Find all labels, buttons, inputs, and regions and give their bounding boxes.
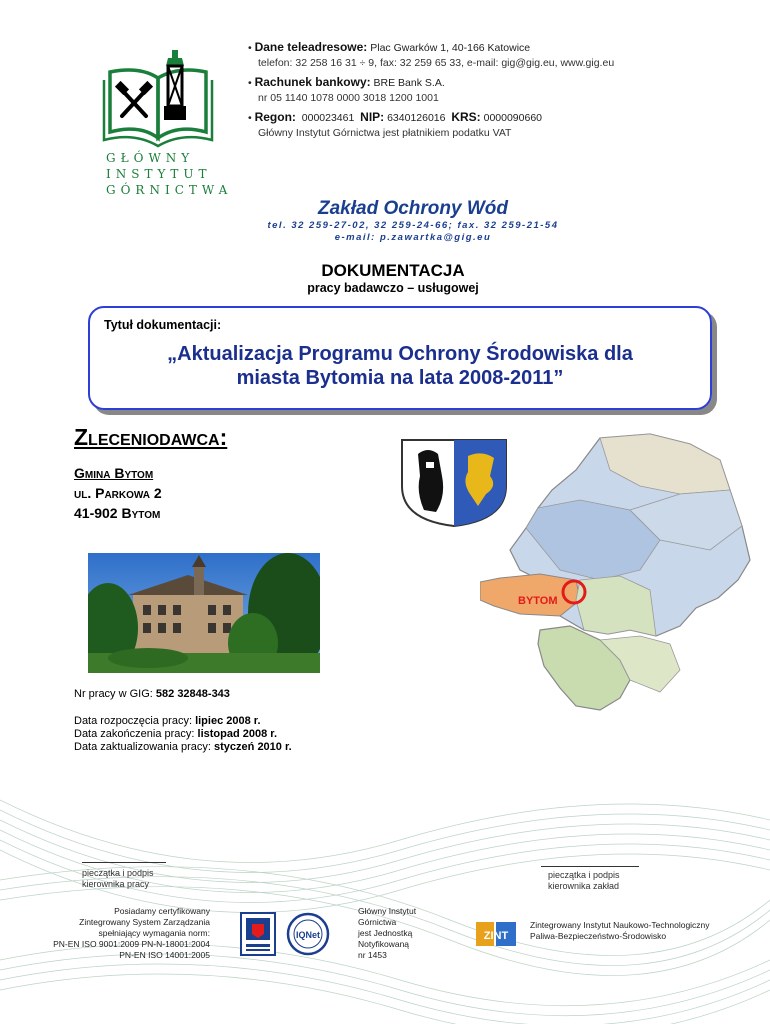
department-block: [0, 198, 770, 244]
zint-logo-icon: [474, 916, 518, 952]
iqnet-label: IQNet: [295, 930, 321, 940]
decorative-waves: [0, 780, 770, 1024]
notified-body-text: Główny Instytut Górnictwa jest Jednostką Notyfikowaną nr 1453: [358, 906, 417, 960]
zint-label: ZINT: [483, 930, 509, 942]
gig-logo: [100, 40, 220, 150]
client-name: Gmina Bytom: [74, 465, 154, 481]
voivodeship-map: [480, 430, 770, 720]
client-block: [74, 424, 227, 523]
work-update-date: Data zaktualizowania pracy: styczeń 2010 r.: [74, 741, 292, 753]
work-end-date: Data zakończenia pracy: listopad 2008 r.: [74, 728, 277, 740]
work-info: [74, 688, 292, 754]
document-subtitle: pracy badawczo – usługowej: [307, 281, 479, 295]
signature-left: pieczątka i podpis kierownika pracy: [82, 868, 154, 889]
document-title: DOKUMENTACJA: [321, 261, 465, 280]
certification-badge-icon: [240, 912, 276, 956]
title-label: Tytuł dokumentacji:: [104, 318, 222, 332]
client-city: 41-902 Bytom: [74, 505, 161, 521]
signature-right: pieczątka i podpis kierownika zakład: [548, 870, 620, 891]
iqnet-icon: [286, 912, 330, 956]
title-box: [88, 306, 712, 410]
building-photo: [88, 553, 320, 673]
contact-bank: • Rachunek bankowy: BRE Bank S.A. nr 05 1140 1078 0000 3018 1200 1001: [248, 75, 445, 104]
document-main-title: „Aktualizacja Programu Ochrony Środowiska dla miasta Bytomia na lata 2008-2011”: [167, 343, 633, 389]
institute-text: Zintegrowany Instytut Naukowo-Technologiczny Paliwa-Bezpieczeństwo-Środowisko: [530, 920, 710, 941]
document-heading: [0, 261, 770, 295]
contact-ids: • Regon: 000023461 NIP: 6340126016 KRS: 0000090660 Główny Instytut Górnictwa jest płatnikiem podatku VAT: [248, 110, 543, 139]
department-phones: tel. 32 259-27-02, 32 259-24-66; fax. 32 259-21-54: [267, 220, 559, 231]
work-start-date: Data rozpoczęcia pracy: lipiec 2008 r.: [74, 715, 261, 727]
work-number: Nr pracy w GIG: 582 32848-343: [74, 688, 230, 700]
client-heading: Zleceniodawca:: [74, 424, 228, 450]
contact-block: [248, 40, 614, 145]
department-email: e-mail: p.zawartka@gig.eu: [334, 232, 492, 243]
gig-logo-text: GŁÓWNY INSTYTUT GÓRNICTWA: [106, 151, 233, 197]
certification-text: Posiadamy certyfikowany Zintegrowany System Zarządzania spełniający wymagania norm: PN-EN ISO 9001:2009 PN-N-18001:2004 PN-EN ISO 14001:2005: [53, 906, 210, 960]
department-title: Zakład Ochrony Wód: [317, 198, 509, 219]
contact-address: • Dane teleadresowe: Plac Gwarków 1, 40-166 Katowice telefon: 32 258 16 31 ÷ 9, fax: 32 259 65 33, e-mail: gig@gig.eu, www.gig.eu: [248, 40, 615, 69]
map-label-bytom: BYTOM: [518, 595, 558, 607]
client-street: ul. Parkowa 2: [74, 485, 162, 501]
